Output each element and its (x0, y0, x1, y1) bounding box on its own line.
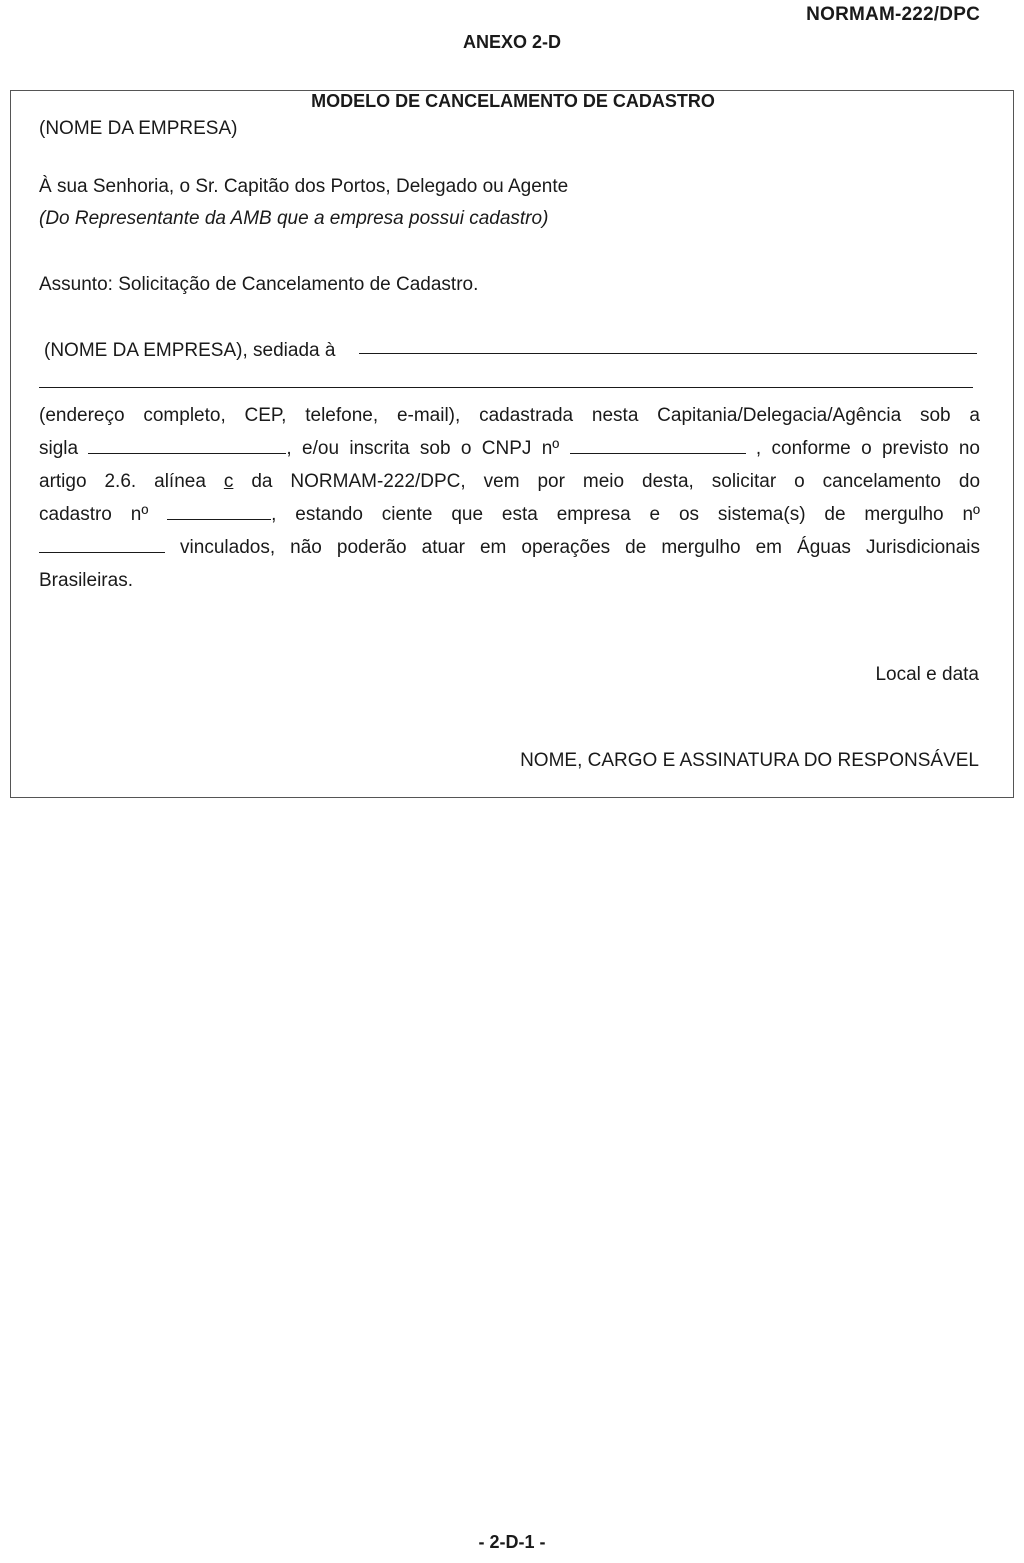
annex-title: ANEXO 2-D (462, 32, 561, 52)
body-line-8: Brasileiras. (39, 570, 133, 591)
body-line-5: artigo 2.6. alínea c da NORMAM-222/DPC, vem por meio desta, solicitar o cancelamento do (39, 471, 981, 492)
signature-line: NOME, CARGO E ASSINATURA DO RESPONSÁVEL (520, 750, 979, 771)
model-title: MODELO DE CANCELAMENTO DE CADASTRO (311, 91, 715, 111)
alinea-letter: c (223, 471, 234, 492)
body-line-1 (44, 339, 335, 363)
document-code: NORMAM-222/DPC (806, 4, 980, 25)
body-line-7: vinculados, não poderão atuar em operações de mergulho em Águas Jurisdicionais (39, 531, 980, 564)
page-number: - 2-D-1 - (478, 1532, 546, 1552)
address-blank-1[interactable] (359, 353, 977, 354)
body-line-6: cadastro nº , estando ciente que esta empresa e os sistema(s) de mergulho nº (39, 498, 980, 531)
body-paragraph (39, 399, 980, 597)
cadastro-number-blank[interactable] (167, 501, 271, 520)
body-line-1-text: (NOME DA EMPRESA), sediada à (44, 340, 336, 361)
subject-line: Assunto: Solicitação de Cancelamento de Cadastro. (39, 274, 479, 295)
addressee-line: À sua Senhoria, o Sr. Capitão dos Portos, Delegado ou Agente (39, 176, 569, 197)
place-and-date: Local e data (875, 664, 979, 685)
body-line-3: (endereço completo, CEP, telefone, e-mail), cadastrada nesta Capitania/Delegacia/Agência sob a (39, 405, 980, 426)
address-blank-2[interactable] (39, 387, 973, 388)
body-line-4: sigla , e/ou inscrita sob o CNPJ nº , conforme o previsto no (39, 432, 980, 465)
addressee-note: (Do Representante da AMB que a empresa possui cadastro) (39, 208, 549, 229)
form-model-box (10, 90, 1014, 798)
diving-system-number-blank[interactable] (39, 534, 165, 553)
company-name-placeholder: (NOME DA EMPRESA) (39, 118, 238, 139)
cnpj-blank[interactable] (570, 435, 746, 454)
sigla-blank[interactable] (88, 435, 286, 454)
